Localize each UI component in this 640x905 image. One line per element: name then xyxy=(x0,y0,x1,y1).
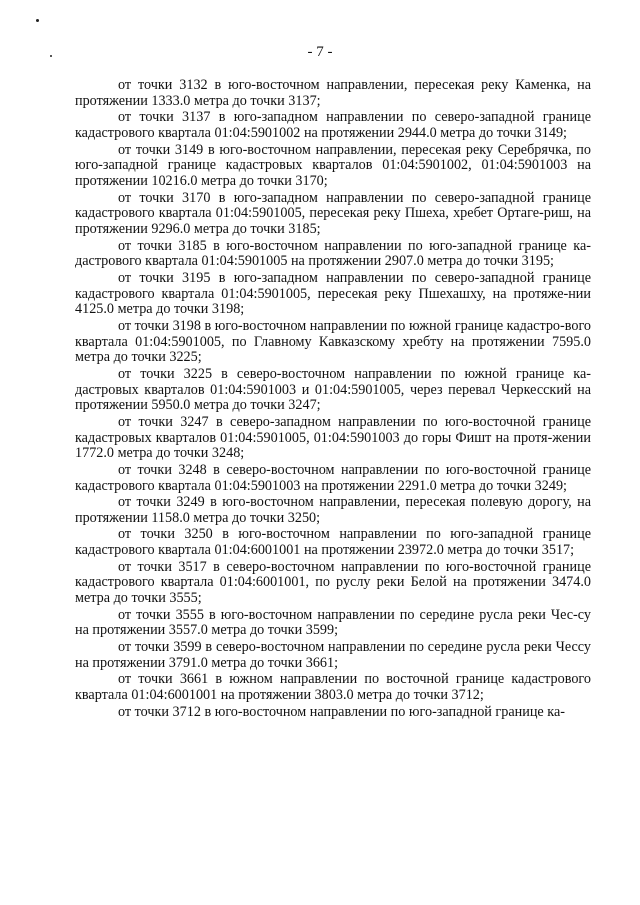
boundary-paragraph: от точки 3137 в юго-западном направлении по северо-западной границе кадастрового квартала 01:04:5901002 на протяжении 2944.0 метра до точки 3149; xyxy=(75,109,591,141)
scan-dot xyxy=(36,19,39,22)
boundary-paragraph: от точки 3198 в юго-восточном направлении по южной границе кадастро-вого квартала 01:04:5901005, по Главному Кавказскому хребту на протяжении 7595.0 метра до точки 3225; xyxy=(75,317,591,366)
boundary-paragraph: от точки 3185 в юго-восточном направлении по юго-западной границе ка-дастрового квартала 01:04:5901005 на протяжении 2907.0 метра до точки 3195; xyxy=(75,237,591,270)
boundary-paragraph: от точки 3555 в юго-восточном направлении по середине русла реки Чес-су на протяжении 3557.0 метра до точки 3599; xyxy=(75,606,591,639)
boundary-paragraph: от точки 3225 в северо-восточном направлении по южной границе ка-дастровых кварталов 01:04:5901003 и 01:04:5901005, через перевал Черкесский на протяжении 5950.0 метра до точки 3247; xyxy=(75,365,591,414)
boundary-paragraph: от точки 3195 в юго-западном направлении по северо-западной границе кадастрового квартала 01:04:5901005, пересекая реку Пшехашху, на протяже-нии 4125.0 метра до точки 3198; xyxy=(75,269,591,318)
boundary-paragraph: от точки 3247 в северо-западном направлении по юго-восточной границе кадастровых кварталов 01:04:5901005, 01:04:5901003 до горы Фишт на протя-жении 1772.0 метра до точки 3248; xyxy=(75,413,591,462)
page-number: - 7 - xyxy=(307,44,333,60)
boundary-paragraph: от точки 3149 в юго-восточном направлении, пересекая реку Серебрячка, по юго-западной границе кадастровых кварталов 01:04:5901002, 01:04:5901003 на протяжении 10216.0 метра до точки 3170; xyxy=(75,141,591,189)
boundary-paragraph: от точки 3250 в юго-восточном направлении по юго-западной границе кадастрового квартала 01:04:6001001 на протяжении 23972.0 метра до точки 3517; xyxy=(75,526,591,559)
boundary-paragraph: от точки 3249 в юго-восточном направлении, пересекая полевую дорогу, на протяжении 1158.0 метра до точки 3250; xyxy=(75,494,591,526)
boundary-paragraph: от точки 3132 в юго-восточном направлении, пересекая реку Каменка, на протяжении 1333.0 метра до точки 3137; xyxy=(75,77,591,109)
boundary-paragraph: от точки 3712 в юго-восточном направлении по юго-западной границе ка- xyxy=(118,703,565,720)
document-body xyxy=(75,78,591,721)
boundary-paragraph: от точки 3170 в юго-западном направлении по северо-западной границе кадастрового квартала 01:04:5901005, пересекая реку Пшеха, хребет Ортаге-риш, на протяжении 9296.0 метра до точки 3185; xyxy=(75,189,591,237)
boundary-paragraph: от точки 3599 в северо-восточном направлении по середине русла реки Чессу на протяжении 3791.0 метра до точки 3661; xyxy=(75,639,591,671)
boundary-paragraph: от точки 3248 в северо-восточном направлении по юго-восточной границе кадастрового квартала 01:04:5901003 на протяжении 2291.0 метра до точки 3249; xyxy=(75,461,591,494)
boundary-paragraph: от точки 3661 в южном направлении по восточной границе кадастрового квартала 01:04:6001001 на протяжении 3803.0 метра до точки 3712; xyxy=(75,671,591,704)
boundary-paragraph: от точки 3517 в северо-восточном направлении по юго-восточной границе кадастрового квартала 01:04:6001001, по руслу реки Белой на протяжении 3474.0 метра до точки 3555; xyxy=(75,558,591,607)
